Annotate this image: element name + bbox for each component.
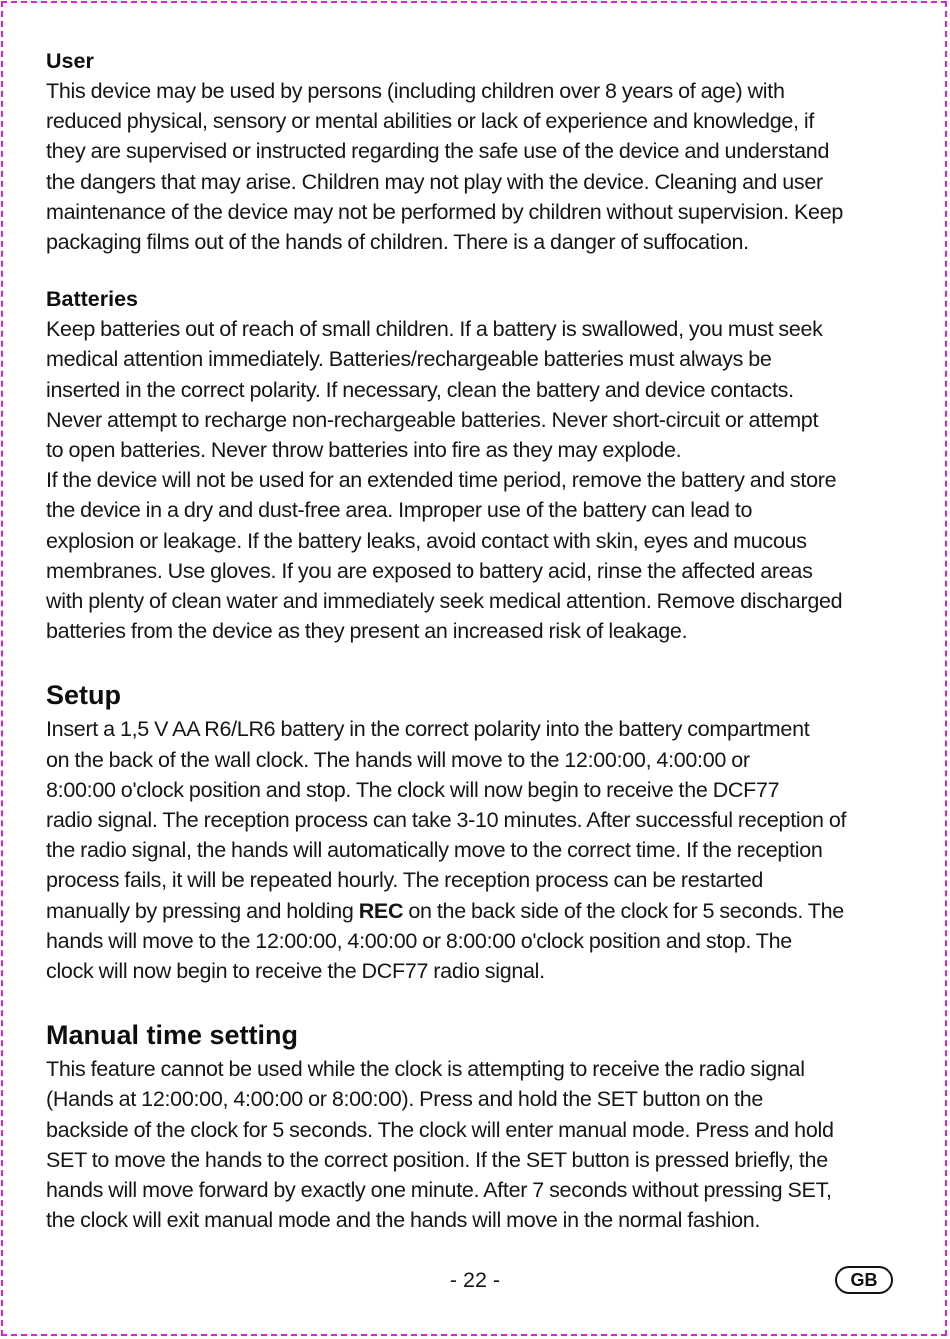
text-line: reduced physical, sensory or mental abilities or lack of experience and knowledge, if — [46, 109, 815, 134]
paragraph-user — [46, 76, 912, 257]
section-heading-manual-time-setting: Manual time setting — [46, 1020, 299, 1051]
text-line: radio signal. The reception process can take 3-10 minutes. After successful reception of — [46, 808, 847, 833]
text-line: with plenty of clean water and immediately seek medical attention. Remove discharged — [46, 589, 843, 614]
text-line: SET to move the hands to the correct position. If the SET button is pressed briefly, the — [46, 1147, 828, 1172]
text-line: This device may be used by persons (including children over 8 years of age) with — [46, 79, 785, 103]
text-line: 8:00:00 o'clock position and stop. The clock will now begin to receive the DCF77 — [46, 777, 780, 802]
text-line: process fails, it will be repeated hourly. The reception process can be restarted — [46, 868, 764, 893]
language-badge-gb: GB — [835, 1266, 893, 1294]
section-setup — [46, 676, 912, 986]
text-line: the device in a dry and dust-free area. Improper use of the battery can lead to — [46, 498, 753, 523]
text-line: medical attention immediately. Batteries/rechargeable batteries must always be — [46, 347, 772, 372]
page-footer — [0, 1262, 950, 1296]
paragraph-manual-time-setting — [46, 1054, 912, 1235]
paragraph-setup — [46, 714, 912, 986]
text-line: hands will move to the 12:00:00, 4:00:00 or 8:00:00 o'clock position and stop. The — [46, 928, 792, 953]
text-line: the clock will exit manual mode and the hands will move in the normal fashion. — [46, 1208, 761, 1233]
section-heading-batteries: Batteries — [46, 287, 139, 312]
text-line: the dangers that may arise. Children may not play with the device. Cleaning and user — [46, 169, 823, 194]
text-line: Keep batteries out of reach of small children. If a battery is swallowed, you must seek — [46, 317, 823, 342]
text-line: clock will now begin to receive the DCF77 radio signal. — [46, 959, 545, 984]
text-line: maintenance of the device may not be performed by children without supervision. Keep — [46, 199, 844, 224]
section-heading-setup: Setup — [46, 680, 122, 711]
text-line: they are supervised or instructed regarding the safe use of the device and understand — [46, 139, 830, 164]
text-line: explosion or leakage. If the battery leaks, avoid contact with skin, eyes and mucous — [46, 528, 807, 553]
section-heading-user: User — [46, 49, 94, 73]
text-line: If the device will not be used for an extended time period, remove the battery and store — [46, 468, 837, 493]
text-line: to open batteries. Never throw batteries into fire as they may explode. — [46, 438, 682, 463]
text-line: the radio signal, the hands will automatically move to the correct time. If the reception — [46, 838, 823, 863]
text-line: hands will move forward by exactly one minute. After 7 seconds without pressing SET, — [46, 1178, 832, 1203]
section-user — [46, 46, 912, 257]
text-line: packaging films out of the hands of children. There is a danger of suffocation. — [46, 230, 749, 255]
paragraph-batteries — [46, 314, 912, 646]
text-line: (Hands at 12:00:00, 4:00:00 or 8:00:00). Press and hold the SET button on the — [46, 1087, 764, 1112]
text-line: batteries from the device as they present an increased risk of leakage. — [46, 619, 688, 644]
text-line: on the back of the wall clock. The hands will move to the 12:00:00, 4:00:00 or — [46, 747, 750, 772]
text-line: inserted in the correct polarity. If necessary, clean the battery and device contacts. — [46, 377, 794, 402]
text-line: on the back side of the clock for 5 seconds. The — [403, 898, 844, 923]
text-line: Insert a 1,5 V AA R6/LR6 battery in the correct polarity into the battery compartment — [46, 717, 810, 742]
text-line: backside of the clock for 5 seconds. The clock will enter manual mode. Press and hold — [46, 1117, 834, 1142]
rec-button-label: REC — [358, 898, 404, 923]
document-body — [46, 46, 912, 1236]
section-batteries — [46, 284, 912, 646]
text-line: Never attempt to recharge non-rechargeable batteries. Never short-circuit or attempt — [46, 407, 819, 432]
text-line: membranes. Use gloves. If you are exposed to battery acid, rinse the affected areas — [46, 558, 813, 583]
section-manual-time-setting — [46, 1016, 912, 1235]
text-line: This feature cannot be used while the clock is attempting to receive the radio signal — [46, 1057, 805, 1082]
page-number: - 22 - — [449, 1268, 501, 1292]
text-line: manually by pressing and holding — [46, 898, 359, 923]
